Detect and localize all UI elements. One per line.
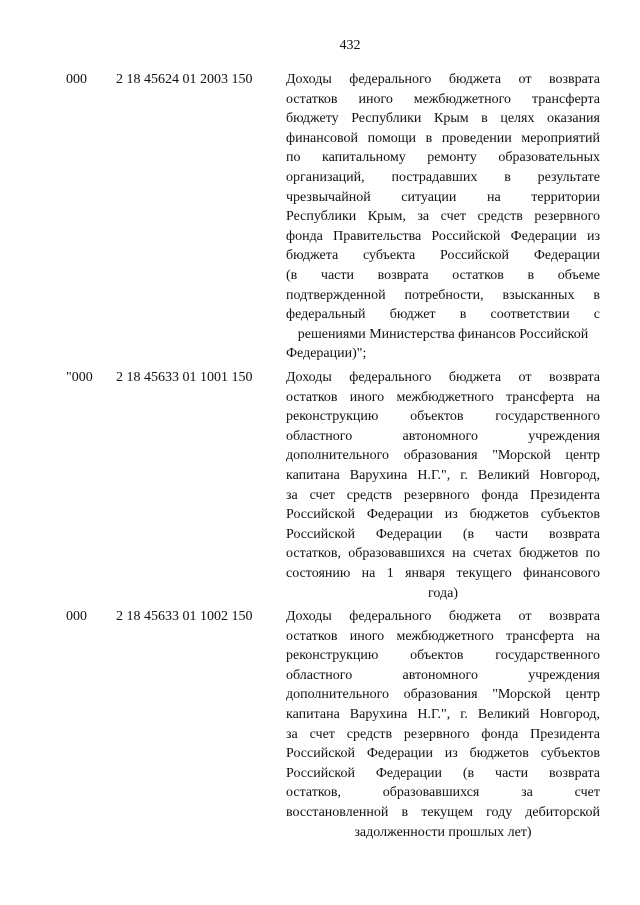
description-line: за счет средств резервного фонда Президента	[286, 487, 600, 503]
description-line: Доходы федерального бюджета от возврата	[286, 609, 600, 624]
description-line: состоянию на 1 января текущего финансового	[286, 565, 600, 581]
description-line: областного автономного учреждения	[286, 428, 600, 444]
description-line: по капитальному ремонту образовательных	[286, 150, 600, 166]
description-line: дополнительного образования "Морской центр	[286, 687, 600, 703]
description-line: областного автономного учреждения	[286, 667, 600, 683]
description-line: федеральный бюджет в соответствии с	[286, 307, 600, 323]
page-number: 432	[339, 38, 361, 53]
entry-description	[286, 70, 600, 364]
admin-code: "000	[66, 370, 93, 385]
description-line: остатков иного межбюджетного трансферта на	[286, 389, 600, 405]
admin-code: 000	[66, 72, 87, 87]
description-line: финансовой помощи в проведении мероприятий	[286, 130, 600, 146]
budget-classification-code: 2 18 45624 01 2003 150	[116, 72, 253, 87]
description-line: решениями Министерства финансов Российской	[297, 326, 589, 342]
budget-classification-code: 2 18 45633 01 1002 150	[116, 609, 253, 624]
description-line: бюджета субъекта Российской Федерации	[286, 248, 600, 264]
description-line: Доходы федерального бюджета от возврата	[286, 370, 600, 385]
description-line: за счет средств резервного фонда Президента	[286, 726, 600, 742]
description-line: Российской Федерации (в части возврата	[286, 526, 600, 542]
description-line: Российской Федерации из бюджетов субъектов	[286, 746, 600, 762]
description-line: капитана Варухина Н.Г.", г. Великий Новгород,	[286, 467, 600, 483]
description-line: Российской Федерации (в части возврата	[286, 765, 600, 781]
admin-code: 000	[66, 609, 87, 624]
description-line: реконструкцию объектов государственного	[286, 648, 600, 664]
description-line: бюджету Республики Крым в целях оказания	[286, 111, 600, 127]
description-line: Федерации)";	[286, 346, 367, 362]
description-line: года)	[428, 585, 458, 601]
description-line: капитана Варухина Н.Г.", г. Великий Новгород,	[286, 706, 600, 722]
description-line: восстановленной в текущем году дебиторской	[286, 804, 600, 820]
description-line: остатков, образовавшихся за счет	[286, 785, 600, 801]
budget-classification-code: 2 18 45633 01 1001 150	[116, 370, 253, 385]
description-line: Республики Крым, за счет средств резервного	[286, 209, 600, 225]
description-line: остатков, образовавшихся на счетах бюджетов по	[286, 546, 600, 562]
description-line: реконструкцию объектов государственного	[286, 409, 600, 425]
description-line: Доходы федерального бюджета от возврата	[286, 72, 600, 87]
description-line: задолженности прошлых лет)	[354, 824, 532, 840]
entry-description	[286, 368, 600, 603]
description-line: чрезвычайной ситуации на территории	[286, 189, 600, 205]
description-line: остатков иного межбюджетного трансферта на	[286, 628, 600, 644]
description-line: подтвержденной потребности, взысканных в	[286, 287, 600, 303]
description-line: остатков иного межбюджетного трансферта	[286, 91, 600, 107]
description-line: Российской Федерации из бюджетов субъектов	[286, 507, 600, 523]
description-line: организаций, пострадавших в результате	[286, 169, 600, 185]
description-line: фонда Правительства Российской Федерации из	[286, 228, 600, 244]
description-line: дополнительного образования "Морской центр	[286, 448, 600, 464]
description-line: (в части возврата остатков в объеме	[286, 267, 600, 283]
entry-description	[286, 607, 600, 842]
